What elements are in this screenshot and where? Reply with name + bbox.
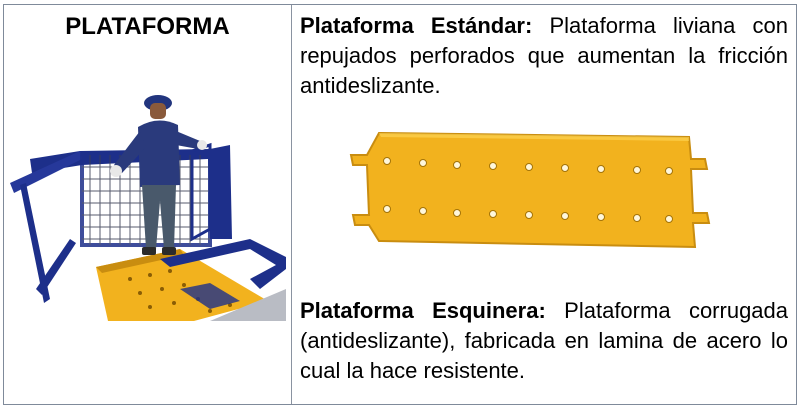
content-table bbox=[3, 4, 797, 405]
standard-platform-description: Plataforma liviana con repujados perforados que aumentan la fricción antideslizante. bbox=[300, 13, 788, 98]
standard-platform-text bbox=[300, 11, 788, 101]
worker-platform-photo bbox=[10, 89, 286, 321]
standard-platform-heading: Plataforma Estándar: bbox=[300, 13, 533, 38]
corner-platform-description: Plataforma corrugada (antideslizante), fabricada en lamina de acero lo cual la hace resistente. bbox=[300, 298, 789, 383]
section-title: PLATAFORMA bbox=[65, 13, 230, 40]
column-divider bbox=[291, 5, 292, 404]
corner-platform-heading: Plataforma Esquinera: bbox=[300, 298, 546, 323]
standard-platform-image bbox=[349, 129, 717, 253]
corner-platform-text bbox=[300, 296, 788, 386]
